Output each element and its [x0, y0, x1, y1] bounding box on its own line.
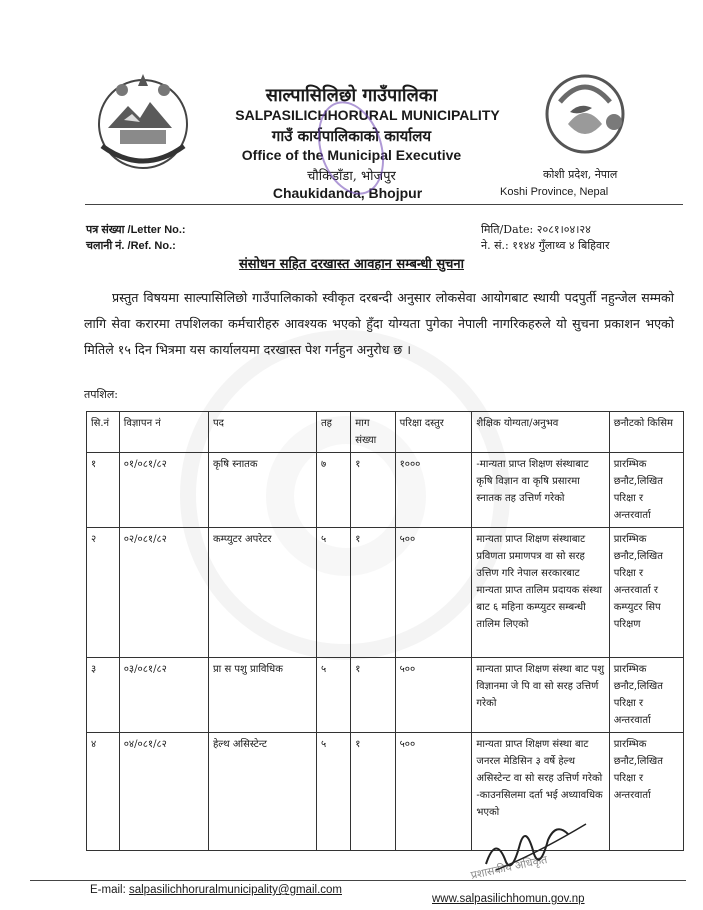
address-np: चौकिडाँडा, भोजपुर [307, 169, 396, 184]
email-link[interactable]: salpasilichhoruralmunicipality@gmail.com [128, 884, 342, 896]
cell-sn: ४ [87, 733, 120, 851]
website-link[interactable]: www.salpasilichhomun.gov.np [432, 893, 585, 905]
cell-qualification: मान्यता प्राप्त शिक्षण संस्था बाट पशु विज्ञानमा जे पि वा सो सरह उत्तिर्ण गरेको [472, 658, 609, 733]
cell-post: हेल्थ असिस्टेन्ट [208, 733, 316, 851]
cell-post: कृषि स्नातक [208, 453, 316, 528]
address-en: Chaukidanda, Bhojpur [272, 185, 423, 201]
col-level: तह [316, 412, 350, 453]
cell-fee: ५०० [395, 658, 472, 733]
email-label: E-mail: [90, 884, 126, 896]
header-divider [85, 204, 683, 205]
municipality-logo-icon [530, 72, 640, 162]
province-en: Koshi Province, Nepal [500, 186, 609, 198]
cell-adv-no: ०३/०८१/८२ [119, 658, 208, 733]
cell-demand: १ [351, 733, 395, 851]
details-label: तपशिल: [84, 388, 119, 401]
cell-level: ५ [316, 658, 350, 733]
official-stamp: प्रशासकीय अधिकृत [469, 853, 549, 882]
municipality-title-np: साल्पासिलिछो गाउँपालिका [265, 85, 438, 106]
cell-fee: ५०० [395, 733, 472, 851]
cell-adv-no: ०४/०८१/८२ [119, 733, 208, 851]
cell-level: ७ [316, 453, 350, 528]
subject-line: संसोधन सहित दरखास्त आवहान सम्बन्धी सुचना [239, 257, 464, 272]
cell-demand: १ [351, 658, 395, 733]
cell-post: कम्प्युटर अपरेटर [208, 528, 316, 658]
cell-demand: १ [351, 528, 395, 658]
col-adv-no: विज्ञापन नं [119, 412, 208, 453]
province-np: कोशी प्रदेश, नेपाल [543, 168, 618, 181]
col-sn: सि.नं [87, 412, 120, 453]
col-qualification: शैक्षिक योग्यता/अनुभव [472, 412, 609, 453]
cell-level: ५ [316, 733, 350, 851]
cell-selection: प्रारम्भिक छनौट,लिखित परिक्षा र अन्तरवार्ता [609, 658, 683, 733]
col-post: पद [208, 412, 316, 453]
footer-divider [30, 880, 686, 881]
col-demand: माग संख्या [351, 412, 395, 453]
cell-selection: प्रारम्भिक छनौट,लिखित परिक्षा र अन्तरवार्ता र कम्प्युटर सिप परिक्षण [609, 528, 683, 658]
notice-body: प्रस्तुत विषयमा साल्पासिलिछो गाउँपालिकाको स्वीकृत दरबन्दी अनुसार लोकसेवा आयोगबाट स्थायी पदपुर्ती नहुन्जेल सम्मको लागि सेवा करारमा तपशिलका कर्मचारीहरु आवश्यक भएको हुँदा योग्यता पुगेका नेपाली नागरिकहरुले यो सुचना प्रकाशन भएको मितिले १५ दिन भित्रमा यस कार्यालयमा दरखास्त पेश गर्नहुन अनुरोध छ । [84, 290, 674, 357]
cell-level: ५ [316, 528, 350, 658]
letter-no-label: पत्र संख्या /Letter No.: [86, 224, 186, 236]
vacancy-table [86, 411, 684, 851]
date-text: मिति/Date: २०८१।०४।२४ [481, 223, 591, 236]
cell-demand: १ [351, 453, 395, 528]
cell-adv-no: ०१/०८१/८२ [119, 453, 208, 528]
table-row [87, 658, 684, 733]
table-row [87, 528, 684, 658]
cell-post: प्रा स पशु प्राविधिक [208, 658, 316, 733]
cell-sn: २ [87, 528, 120, 658]
footer-email [90, 884, 342, 896]
cell-qualification: मान्यता प्राप्त शिक्षण संस्था बाट जनरल मेडिसिन ३ वर्षे हेल्थ असिस्टेन्ट वा सो सरह उत्तिर्ण गरेको -काउनसिलमा दर्ता भई अध्यावधिक भएको [472, 733, 609, 851]
cell-fee: १००० [395, 453, 472, 528]
office-title-np: गाउँ कार्यपालिकाको कार्यालय [271, 127, 432, 145]
cell-sn: ३ [87, 658, 120, 733]
table-row [87, 453, 684, 528]
municipality-title-en: SALPASILICHHORURAL MUNICIPALITY [235, 107, 500, 123]
cell-qualification: -मान्यता प्राप्त शिक्षण संस्थाबाट कृषि विज्ञान वा कृषि प्रसारमा स्नातक तह उत्तिर्ण गरेको [472, 453, 609, 528]
cell-adv-no: ०२/०८१/८२ [119, 528, 208, 658]
col-fee: परिक्षा दस्तुर [395, 412, 472, 453]
cell-qualification: मान्यता प्राप्त शिक्षण संस्थाबाट प्रविणता प्रमाणपत्र वा सो सरह उत्तिण गरि नेपाल सरकारबाट मान्यता प्राप्त तालिम प्रदायक संस्था बाट ६ महिना कम्प्युटर सम्बन्धी तालिम लिएको [472, 528, 609, 658]
table-header-row [87, 412, 684, 453]
office-title-en: Office of the Municipal Executive [241, 147, 462, 163]
cell-sn: १ [87, 453, 120, 528]
cell-selection: प्रारम्भिक छनौट,लिखित परिक्षा र अन्तरवार्ता [609, 453, 683, 528]
ref-no-label: चलानी नं. /Ref. No.: [86, 240, 176, 252]
cell-selection: प्रारम्भिक छनौट,लिखित परिक्षा र अन्तरवार्ता [609, 733, 683, 851]
footer-website [432, 893, 585, 905]
nepal-sambat-date: ने. सं.: ११४४ गुँलाथ्व ४ बिहिवार [481, 239, 610, 252]
col-selection: छनौटको किसिम [609, 412, 683, 453]
cell-fee: ५०० [395, 528, 472, 658]
